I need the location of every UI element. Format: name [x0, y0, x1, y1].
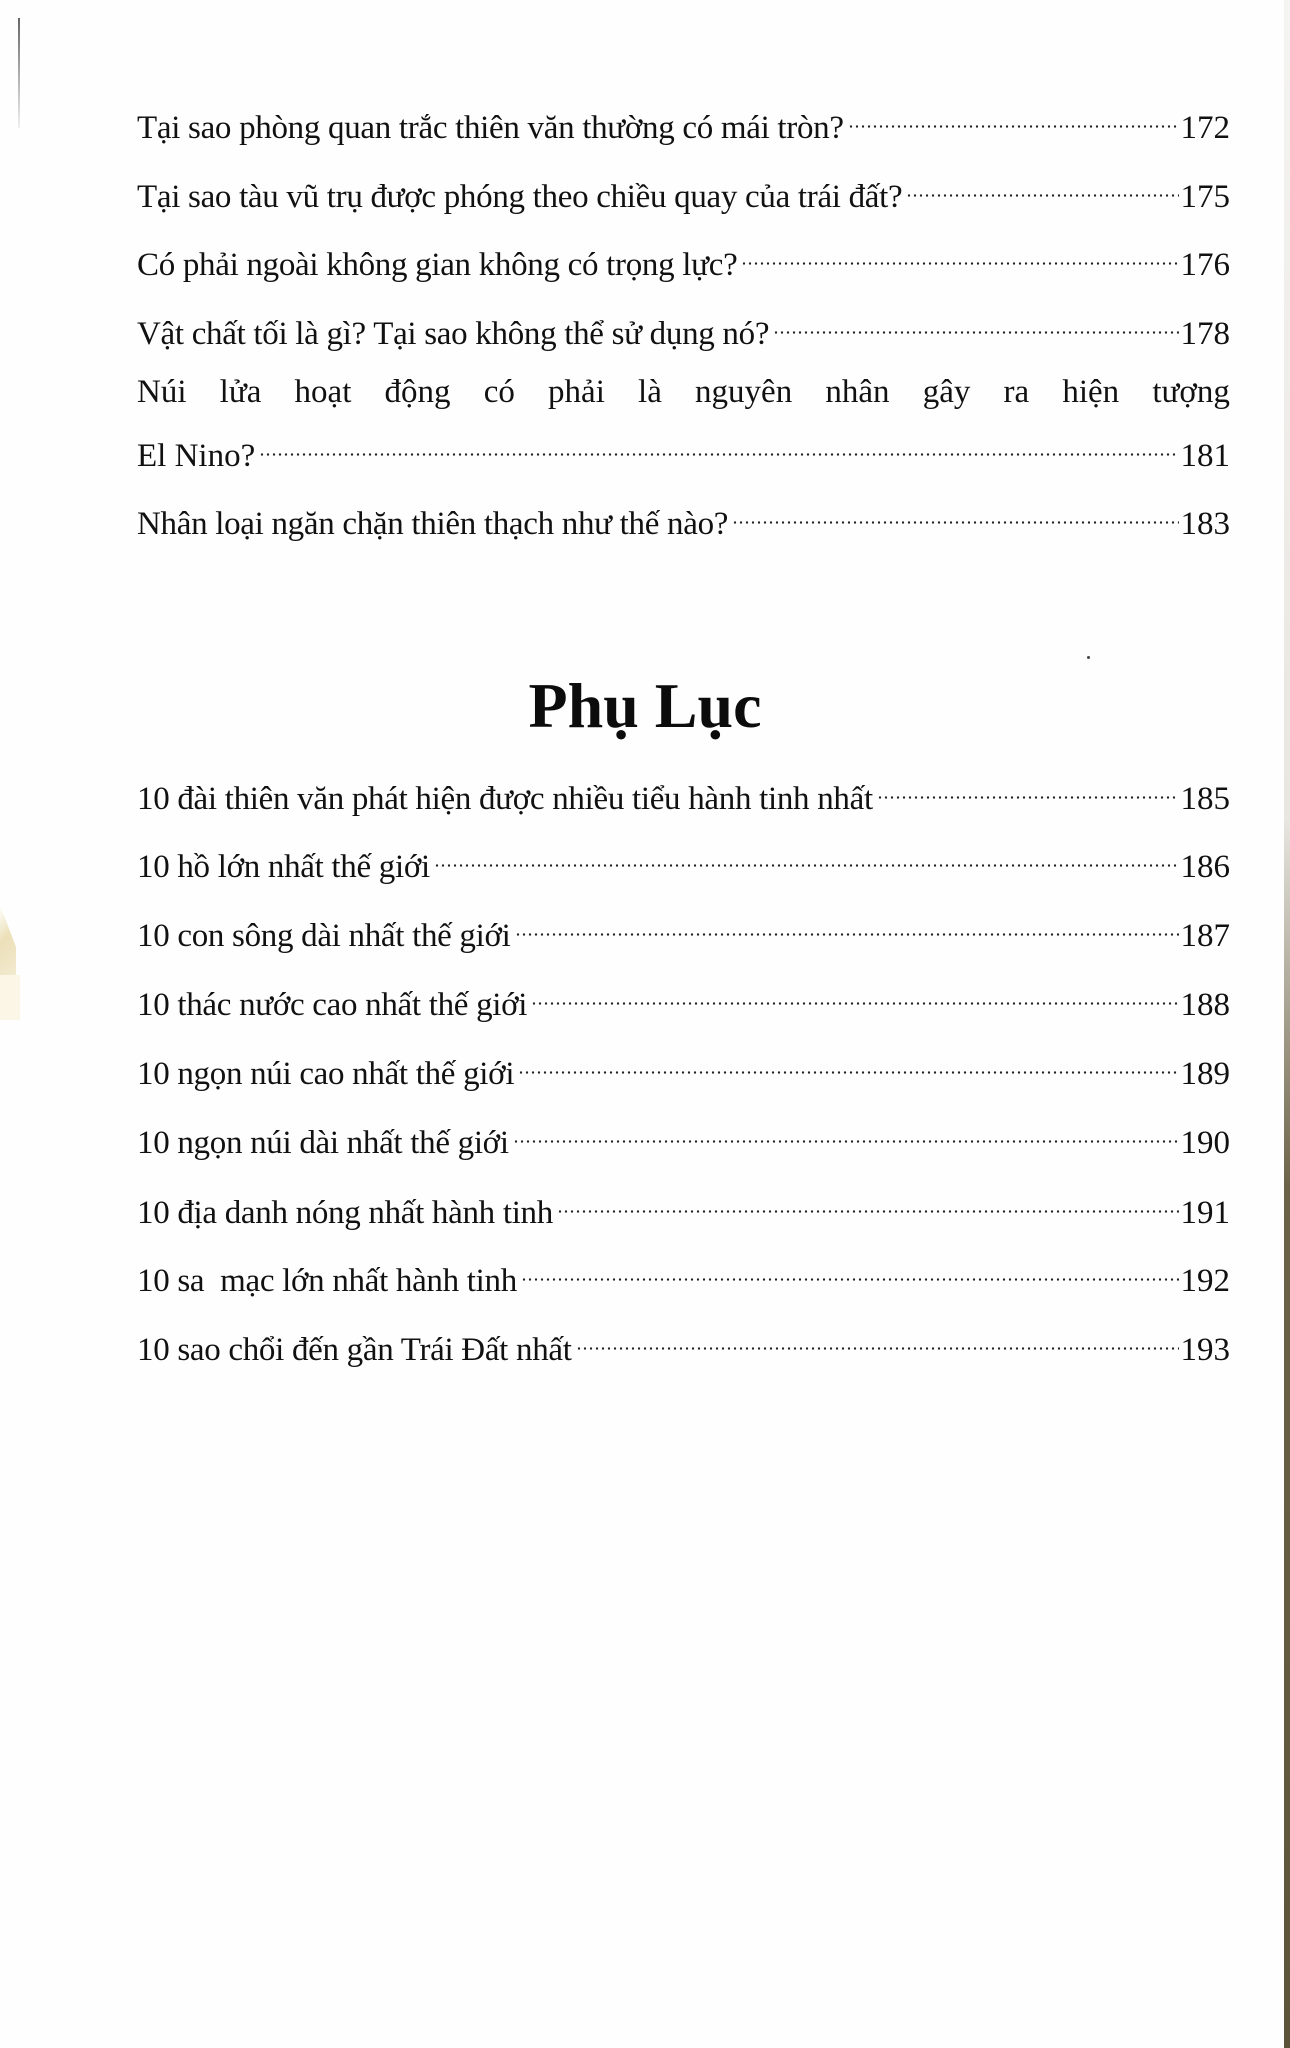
appendix-entry-page: 188: [1180, 987, 1230, 1023]
dot-leader: [259, 426, 1178, 466]
appendix-entry-page: 190: [1180, 1125, 1230, 1161]
word: gây: [922, 374, 971, 410]
appendix-entry-page: 189: [1180, 1056, 1230, 1092]
dot-leader: [773, 304, 1178, 344]
toc-entry[interactable]: [137, 235, 1230, 285]
word: động: [384, 374, 451, 410]
word: là: [638, 374, 662, 410]
word: nguyên: [695, 374, 793, 410]
dot-leader: [521, 1251, 1179, 1291]
toc-entry[interactable]: [137, 98, 1230, 148]
word: hiện: [1062, 374, 1120, 410]
dot-leader: [906, 167, 1178, 207]
toc-entry-title: El Nino?: [137, 438, 256, 474]
word: Núi: [137, 374, 187, 410]
appendix-entry-title: 10 hồ lớn nhất thế giới: [137, 849, 430, 885]
appendix-entry[interactable]: [137, 1320, 1230, 1370]
toc-entry-title-line1: [137, 372, 1230, 412]
toc-entry[interactable]: [137, 494, 1230, 544]
word: nhân: [825, 374, 890, 410]
appendix-entry-page: 186: [1180, 849, 1230, 885]
appendix-entry-page: 192: [1180, 1263, 1230, 1299]
appendix-entry-page: 187: [1180, 918, 1230, 954]
appendix-entry-title: 10 đài thiên văn phát hiện được nhiều tiểu hành tinh nhất: [137, 781, 873, 817]
dot-leader: [741, 235, 1178, 275]
appendix-entry-title: 10 ngọn núi cao nhất thế giới: [137, 1056, 515, 1092]
dot-leader: [518, 1044, 1178, 1084]
book-spine-edge: [1284, 0, 1290, 2048]
paper-tab-shadow: [0, 975, 20, 1020]
toc-entry-title: Nhân loại ngăn chặn thiên thạch như thế nào?: [137, 506, 729, 542]
dot-leader: [877, 769, 1179, 809]
appendix-entry-page: 191: [1180, 1195, 1230, 1231]
appendix-entry-title: 10 sao chổi đến gần Trái Đất nhất: [137, 1332, 572, 1368]
appendix-entry-title: 10 ngọn núi dài nhất thế giới: [137, 1125, 509, 1161]
word: có: [483, 374, 515, 410]
word: ra: [1003, 374, 1030, 410]
appendix-entry[interactable]: [137, 1183, 1230, 1233]
toc-entry-page: 175: [1180, 179, 1230, 215]
toc-entry-page: 181: [1180, 438, 1230, 474]
dot-leader: [576, 1320, 1179, 1360]
dot-leader: [531, 975, 1178, 1015]
appendix-entry-title: 10 thác nước cao nhất thế giới: [137, 987, 528, 1023]
appendix-entry-title: 10 sa mạc lớn nhất hành tinh: [137, 1263, 517, 1299]
appendix-entry-title: 10 địa danh nóng nhất hành tinh: [137, 1195, 553, 1231]
dot-leader: [515, 906, 1179, 946]
toc-entry-title: Tại sao phòng quan trắc thiên văn thường có mái tròn?: [137, 110, 844, 146]
paper-tab-mark: [0, 905, 16, 975]
toc-entry-page: 172: [1180, 110, 1230, 146]
appendix-entry[interactable]: [137, 837, 1230, 887]
appendix-heading: Phụ Lục: [528, 670, 762, 741]
toc-entry-title: Tại sao tàu vũ trụ được phóng theo chiều quay của trái đất?: [137, 179, 903, 215]
toc-entry[interactable]: [137, 167, 1230, 217]
toc-entry-page: 178: [1180, 316, 1230, 352]
toc-entry-wrapped[interactable]: [137, 372, 1230, 476]
dot-leader: [513, 1113, 1179, 1153]
print-speck: [1087, 656, 1090, 659]
appendix-entry[interactable]: [137, 975, 1230, 1025]
appendix-entry-page: 185: [1180, 781, 1230, 817]
dot-leader: [732, 494, 1178, 534]
page-edge-rule: [18, 18, 20, 128]
appendix-entry[interactable]: [137, 1113, 1230, 1163]
toc-entry-title: Có phải ngoài không gian không có trọng lực?: [137, 247, 738, 283]
dot-leader: [434, 837, 1179, 877]
toc-entry-title-line2: [137, 426, 1230, 476]
toc-entry[interactable]: [137, 304, 1230, 354]
word: phải: [548, 374, 605, 410]
dot-leader: [557, 1183, 1179, 1223]
appendix-entry-title: 10 con sông dài nhất thế giới: [137, 918, 511, 954]
appendix-entry-page: 193: [1180, 1332, 1230, 1368]
toc-entry-page: 183: [1180, 506, 1230, 542]
word: lửa: [219, 374, 262, 410]
word: hoạt: [294, 374, 352, 410]
appendix-entry[interactable]: [137, 906, 1230, 956]
appendix-entry[interactable]: [137, 1251, 1230, 1301]
word: tượng: [1152, 374, 1230, 410]
toc-entry-page: 176: [1180, 247, 1230, 283]
toc-entry-title: Vật chất tối là gì? Tại sao không thể sử dụng nó?: [137, 316, 770, 352]
appendix-entry[interactable]: [137, 769, 1230, 819]
dot-leader: [848, 98, 1179, 138]
appendix-entry[interactable]: [137, 1044, 1230, 1094]
